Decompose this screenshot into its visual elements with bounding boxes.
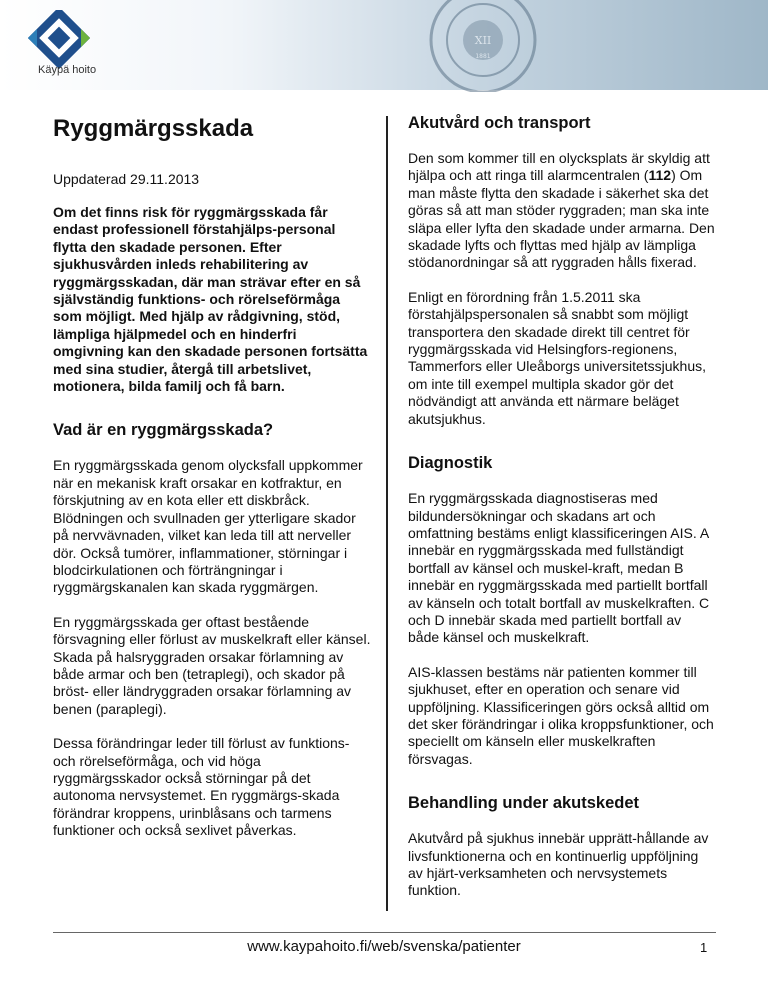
acute-text-a: Den som kommer till en olycksplats är skyldig att hjälpa och att ringa till alarmcentralen (: [408, 150, 710, 184]
duodecim-seal: [408, 0, 558, 92]
emergency-number: 112: [648, 167, 672, 184]
page-title: Ryggmärgsskada: [53, 115, 254, 142]
header-band: [0, 0, 768, 90]
section-heading-diagnostics: Diagnostik: [408, 454, 493, 473]
seal-roman: XII: [474, 34, 492, 47]
seal-year: 1881: [475, 53, 491, 60]
paragraph-what-is-2: En ryggmärgsskada ger oftast bestående försvagning eller förlust av muskelkraft eller känsel. Skada på halsryggraden orsakar förlamning av både armar och ben (tetraplegi), och skador på bröst- eller ländryggraden orsakar förlamning av benen (paraplegi).: [53, 613, 371, 717]
paragraph-what-is-1: En ryggmärgsskada genom olycksfall uppkommer när en mekanisk kraft orsakar en kotfraktur, en förskjutning av en kota eller ett diskbråck. Blödningen och svullnaden ger ytterligare skador på nervvävnaden, vilket kan leda till att nerveller dör. Också tumörer, inflammationer, störningar i blodcirkulationen och förträngningar i ryggmärgskanalen kan skada ryggmärgen.: [53, 457, 363, 596]
paragraph-diag-1: En ryggmärgsskada diagnostiseras med bildundersökningar och skadans art och omfattning bestäms enligt klassificeringen AIS. A innebär en ryggmärgsskada med fullständigt bortfall av känsel och muskel-kraft, medan B innebär en ryggmärgsskada med partiellt bortfall av känseln och totalt bortfall av muskelkraften. C och D innebär skada med partiellt bortfall av både känsel och muskelkraft.: [408, 490, 710, 646]
column-divider: [386, 116, 388, 911]
updated-date: Uppdaterad 29.11.2013: [53, 171, 200, 187]
right-column: [408, 112, 716, 917]
left-column: [53, 112, 371, 857]
section-heading-what-is: Vad är en ryggmärgsskada?: [53, 421, 274, 440]
acute-text-b: ) Om man måste flytta den skadade i säkerhet ska det göras så att man stöder ryggraden; man ska inte släpa eller lyfta den skadade under armarna. Den skadade lyfts och flyttas med hjälp av lämpliga stödanordningar så att ryggraden hålls fixerad.: [408, 167, 715, 271]
paragraph-diag-2: AIS-klassen bestäms när patienten kommer till sjukhuset, efter en operation och senare vid uppföljning. Klassificeringen görs också alltid om det sker förändringar i olika kroppsfunktioner, och speciellt om känseln eller muskelkraften försvagas.: [408, 663, 714, 767]
section-heading-acute: Akutvård och transport: [408, 114, 591, 132]
footer-url: www.kaypahoito.fi/web/svenska/patienter: [247, 938, 521, 955]
paragraph-acute-2: Enligt en förordning från 1.5.2011 ska förstahjälpspersonalen så snabbt som möjligt transportera den skadade direkt till centret för ryggmärgsskada vid Helsingfors-regionens, Tammerfors eller Uleåborgs universitetssjukhus, om inte till exempel multipla skador gör det nödvändigt att använda ett närmare beläget akutsjukhus.: [408, 288, 706, 427]
paragraph-what-is-3: Dessa förändringar leder till förlust av funktions- och rörelseförmåga, och vid höga ryggmärgsskador också störningar på det autonoma nervsystemet. En ryggmärgs-skada förändrar kroppens, urinblåsans och tarmens funktioner och också sexlivet påverkas.: [53, 735, 350, 839]
footer-rule: [53, 932, 716, 933]
paragraph-treatment-1: Akutvård på sjukhus innebär upprätt-hållande av livsfunktionerna och en kontinuerlig uppföljning av hjärt-verksamheten och nervsystemets funktion.: [408, 830, 709, 899]
logo-text: Käypä hoito: [38, 64, 97, 76]
paragraph-acute-1: [408, 150, 716, 272]
lead-paragraph: Om det finns risk för ryggmärgsskada får endast professionell förstahjälps-personal flytta den skadade personen. Efter sjukhusvården inleds rehabilitering av ryggmärgsskadan, där man strävar efter en så självständig funktions- och rörelseförmåga som möjligt. Med hjälp av rådgivning, stöd, lämpliga hjälpmedel och en hinderfri omgivning kan den skadade personen fortsätta med sina studier, återgå till arbetslivet, motionera, bilda familj och få barn.: [53, 204, 368, 395]
section-heading-treatment: Behandling under akutskedet: [408, 794, 640, 813]
page-number: 1: [700, 940, 708, 955]
